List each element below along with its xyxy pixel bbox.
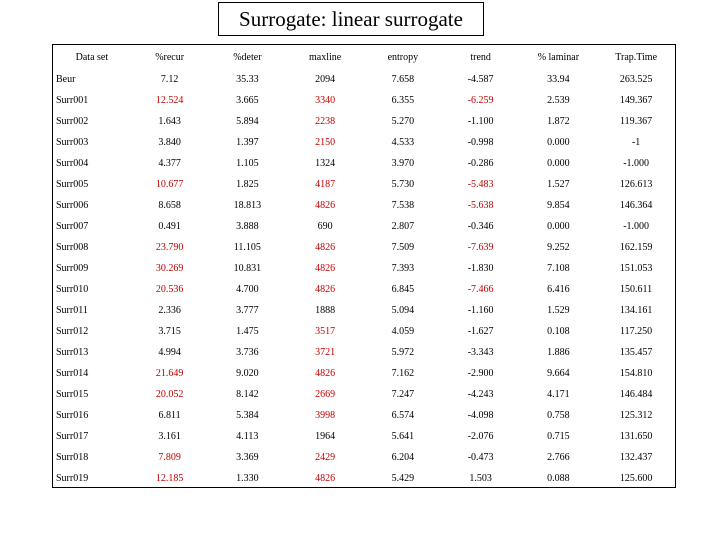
table-cell: 3517 — [315, 326, 336, 337]
table-cell: 2669 — [315, 389, 336, 400]
table-cell: 4826 — [315, 284, 336, 295]
table-cell: 4.113 — [236, 431, 259, 442]
table-cell: -5.483 — [467, 179, 494, 190]
table-cell: 4826 — [315, 473, 336, 484]
table-cell: 0.491 — [158, 221, 181, 232]
table-cell: 23.790 — [155, 242, 184, 253]
table-cell: 21.649 — [155, 368, 184, 379]
table-cell: 4.700 — [236, 284, 259, 295]
table-cell: 1.527 — [547, 179, 570, 190]
table-cell: 4826 — [315, 263, 336, 274]
table-cell: 146.364 — [619, 200, 653, 211]
dataset-name-cell: Surr005 — [56, 179, 89, 190]
table-row — [53, 195, 675, 216]
table-row — [53, 132, 675, 153]
table-cell: -4.587 — [467, 74, 494, 85]
table-cell: 126.613 — [619, 179, 653, 190]
header-cell: %recur — [155, 51, 185, 63]
table-cell: 3.665 — [236, 95, 259, 106]
table-cell: -2.076 — [467, 431, 494, 442]
table-cell: -1 — [631, 137, 641, 148]
table-cell: 10.831 — [233, 263, 262, 274]
table-cell: 7.538 — [391, 200, 415, 211]
table-cell: -1.000 — [623, 158, 650, 169]
dataset-name-cell: Surr014 — [56, 368, 89, 379]
table-cell: 4.171 — [547, 389, 570, 400]
table-cell: 1.825 — [236, 179, 259, 190]
table-cell: 6.811 — [158, 410, 181, 421]
table-cell: 1.503 — [469, 473, 492, 484]
table-cell: 1.643 — [158, 116, 181, 127]
table-cell: -0.346 — [467, 221, 494, 232]
dataset-name-cell: Surr004 — [56, 158, 89, 169]
table-cell: 131.650 — [619, 431, 653, 442]
table-cell: 146.484 — [619, 389, 653, 400]
dataset-name-cell: Surr002 — [56, 116, 89, 127]
table-cell: 1.886 — [547, 347, 570, 358]
table-cell: 134.161 — [619, 305, 653, 316]
table-cell: 9.664 — [547, 368, 570, 379]
table-cell: -0.473 — [467, 452, 494, 463]
table-row — [53, 447, 675, 468]
table-cell: 9.252 — [547, 242, 570, 253]
header-cell: % laminar — [537, 51, 580, 63]
table-cell: 7.809 — [158, 452, 181, 463]
table-cell: 4.994 — [158, 347, 181, 358]
table-cell: 6.574 — [391, 410, 415, 421]
table-cell: 7.509 — [391, 242, 415, 253]
table-cell: 149.367 — [619, 95, 653, 106]
table-cell: 3.369 — [236, 452, 259, 463]
table-cell: 151.053 — [619, 263, 653, 274]
table-row — [53, 300, 675, 321]
table-cell: 4.059 — [391, 326, 415, 337]
table-cell: 5.384 — [236, 410, 259, 421]
table-cell: 1.475 — [236, 326, 259, 337]
table-cell: -7.466 — [467, 284, 494, 295]
table-cell: 5.972 — [391, 347, 415, 358]
table-cell: 1888 — [315, 305, 336, 316]
table-cell: 0.108 — [547, 326, 570, 337]
table-cell: 2.539 — [547, 95, 570, 106]
table-cell: 150.611 — [620, 284, 653, 295]
table-cell: 6.845 — [391, 284, 415, 295]
table-cell: 1324 — [315, 158, 336, 169]
dataset-name-cell: Surr017 — [56, 431, 89, 442]
table-cell: 0.000 — [547, 221, 570, 232]
table-cell: 263.525 — [619, 74, 653, 85]
dataset-name-cell: Surr016 — [56, 410, 89, 421]
table-row — [53, 384, 675, 405]
header-cell: trend — [470, 51, 491, 63]
table-cell: 3.888 — [236, 221, 259, 232]
table-cell: 20.536 — [155, 284, 184, 295]
table-cell: 3.736 — [236, 347, 259, 358]
table-cell: 30.269 — [155, 263, 184, 274]
table-cell: 18.813 — [233, 200, 262, 211]
dataset-name-cell: Surr015 — [56, 389, 89, 400]
table-cell: 4826 — [315, 242, 336, 253]
dataset-name-cell: Surr011 — [56, 305, 88, 316]
table-cell: 7.393 — [391, 263, 415, 274]
table-cell: 5.270 — [391, 116, 415, 127]
table-row — [53, 174, 675, 195]
table-cell: -0.286 — [467, 158, 494, 169]
table-cell: -3.343 — [467, 347, 494, 358]
dataset-name-cell: Surr008 — [56, 242, 89, 253]
table-cell: 3721 — [315, 347, 336, 358]
table-cell: 0.000 — [547, 137, 570, 148]
header-cell: maxline — [309, 51, 342, 63]
table-cell: -4.098 — [467, 410, 494, 421]
dataset-name-cell: Surr010 — [56, 284, 89, 295]
table-cell: 5.094 — [391, 305, 415, 316]
table-cell: -5.638 — [467, 200, 494, 211]
table-cell: 5.429 — [391, 473, 415, 484]
results-table-frame — [52, 44, 676, 488]
table-header-row — [53, 45, 675, 69]
table-cell: 125.600 — [619, 473, 653, 484]
table-cell: -1.100 — [467, 116, 494, 127]
table-cell: 7.247 — [391, 389, 415, 400]
table-row — [53, 405, 675, 426]
table-cell: -7.639 — [467, 242, 494, 253]
table-row — [53, 237, 675, 258]
table-cell: 0.088 — [547, 473, 570, 484]
table-cell: 9.020 — [236, 368, 259, 379]
table-cell: 1.872 — [547, 116, 570, 127]
table-cell: 5.730 — [391, 179, 415, 190]
table-cell: 7.108 — [547, 263, 570, 274]
table-cell: 5.894 — [236, 116, 259, 127]
table-cell: -1.160 — [467, 305, 494, 316]
table-row — [53, 90, 675, 111]
table-cell: 8.658 — [158, 200, 181, 211]
table-cell: 35.33 — [236, 74, 259, 85]
results-table — [53, 45, 675, 489]
table-cell: -1.627 — [467, 326, 494, 337]
table-cell: 10.677 — [155, 179, 184, 190]
dataset-name-cell: Surr001 — [56, 95, 89, 106]
dataset-name-cell: Surr009 — [56, 263, 89, 274]
table-row — [53, 258, 675, 279]
table-cell: 1.529 — [547, 305, 570, 316]
table-cell: 1.397 — [236, 137, 259, 148]
table-cell: 119.367 — [620, 116, 653, 127]
table-cell: -6.259 — [467, 95, 494, 106]
table-cell: 2150 — [315, 137, 336, 148]
table-row — [53, 216, 675, 237]
table-cell: 162.159 — [619, 242, 653, 253]
table-cell: 4187 — [315, 179, 336, 190]
table-cell: 5.641 — [391, 431, 415, 442]
table-cell: -0.998 — [467, 137, 494, 148]
table-cell: -2.900 — [467, 368, 494, 379]
dataset-name-cell: Surr013 — [56, 347, 89, 358]
table-cell: 1.105 — [236, 158, 259, 169]
table-cell: -1.000 — [623, 221, 650, 232]
table-cell: 0.715 — [547, 431, 570, 442]
table-row — [53, 279, 675, 300]
table-cell: 2.336 — [158, 305, 181, 316]
table-cell: 7.12 — [160, 74, 179, 85]
table-cell: 20.052 — [155, 389, 184, 400]
table-row — [53, 468, 675, 489]
table-cell: 8.142 — [236, 389, 259, 400]
dataset-name-cell: Surr012 — [56, 326, 89, 337]
table-cell: -1.830 — [467, 263, 494, 274]
table-cell: 3.840 — [158, 137, 181, 148]
header-cell: %deter — [233, 51, 262, 63]
dataset-name-cell: Beur — [56, 74, 76, 85]
table-row — [53, 69, 675, 90]
dataset-name-cell: Surr006 — [56, 200, 89, 211]
table-cell: 132.437 — [619, 452, 653, 463]
header-cell: entropy — [387, 51, 419, 63]
table-body — [53, 69, 675, 489]
header-cell: Data set — [75, 51, 109, 63]
header-cell: Trap.Time — [615, 51, 658, 63]
dataset-name-cell: Surr019 — [56, 473, 89, 484]
table-cell: 2094 — [315, 74, 336, 85]
table-cell: 6.204 — [391, 452, 415, 463]
table-cell: 2.766 — [547, 452, 570, 463]
table-row — [53, 342, 675, 363]
slide-title: Surrogate: linear surrogate — [218, 2, 484, 36]
dataset-name-cell: Surr003 — [56, 137, 89, 148]
table-cell: 3.777 — [236, 305, 259, 316]
table-cell: 4826 — [315, 200, 336, 211]
dataset-name-cell: Surr007 — [56, 221, 89, 232]
table-cell: 154.810 — [619, 368, 653, 379]
table-cell: 6.355 — [391, 95, 415, 106]
table-cell: 7.162 — [391, 368, 415, 379]
table-cell: 125.312 — [619, 410, 653, 421]
table-cell: 6.416 — [547, 284, 570, 295]
table-cell: 3340 — [315, 95, 336, 106]
table-cell: 1.330 — [236, 473, 259, 484]
table-cell: 117.250 — [620, 326, 653, 337]
table-cell: 2429 — [315, 452, 336, 463]
table-cell: 11.105 — [233, 242, 261, 253]
table-cell: 135.457 — [619, 347, 653, 358]
table-cell: 7.658 — [391, 74, 415, 85]
table-cell: 0.758 — [547, 410, 570, 421]
table-cell: 3.970 — [391, 158, 415, 169]
table-cell: 2.807 — [391, 221, 415, 232]
table-cell: 4.377 — [158, 158, 181, 169]
table-cell: 690 — [317, 221, 333, 232]
table-cell: 9.854 — [547, 200, 570, 211]
table-cell: 4.533 — [391, 137, 415, 148]
table-cell: 3.161 — [158, 431, 181, 442]
table-row — [53, 363, 675, 384]
table-row — [53, 111, 675, 132]
table-cell: 12.524 — [155, 95, 184, 106]
table-cell: 33.94 — [547, 74, 570, 85]
table-row — [53, 426, 675, 447]
dataset-name-cell: Surr018 — [56, 452, 89, 463]
table-row — [53, 321, 675, 342]
table-cell: 3998 — [315, 410, 336, 421]
table-cell: 12.185 — [155, 473, 184, 484]
table-cell: 2238 — [315, 116, 336, 127]
table-cell: 4826 — [315, 368, 336, 379]
table-row — [53, 153, 675, 174]
table-cell: 1964 — [315, 431, 336, 442]
table-cell: 0.000 — [547, 158, 570, 169]
table-cell: 3.715 — [158, 326, 181, 337]
table-cell: -4.243 — [467, 389, 494, 400]
